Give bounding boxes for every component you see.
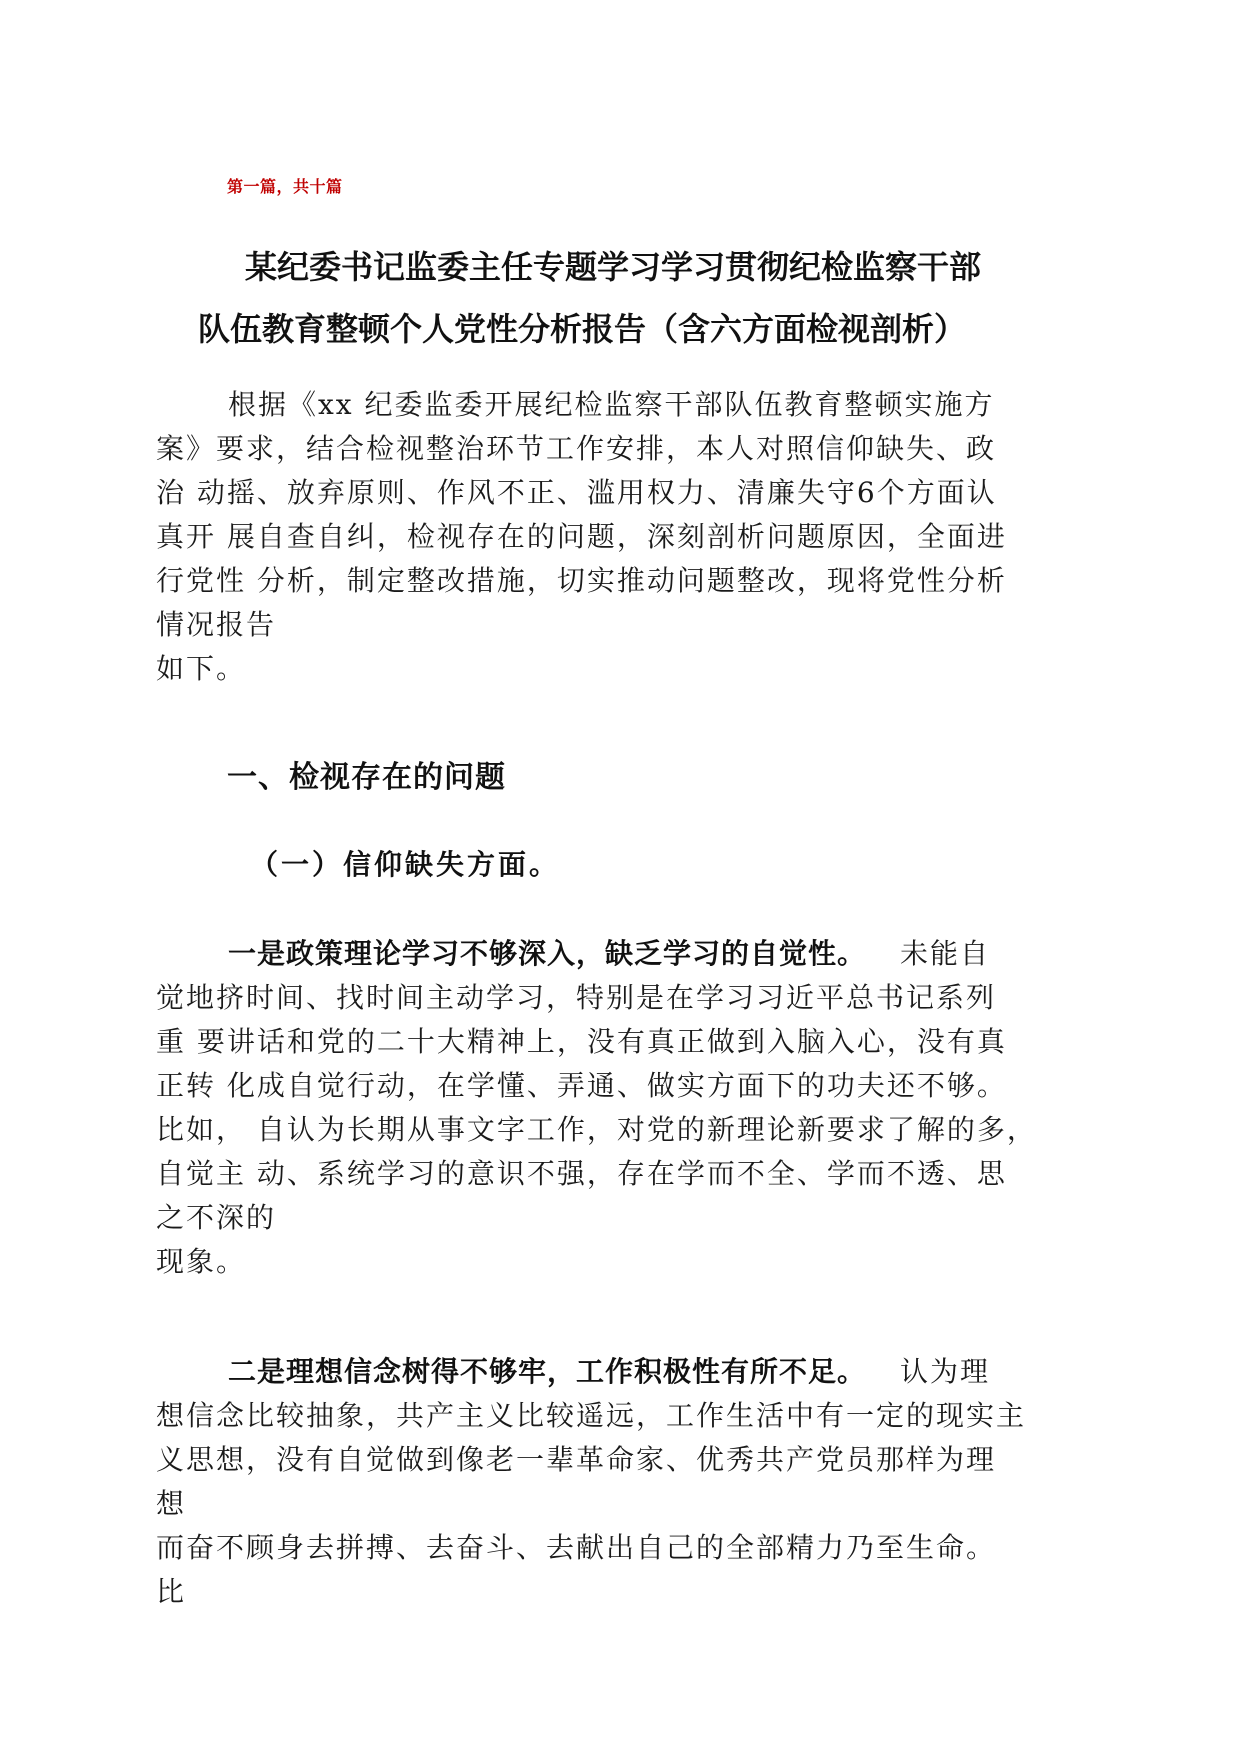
paragraph-line: 比	[156, 1575, 187, 1608]
paragraph-lead-sentence: 二是理想信念树得不够牢，工作积极性有所不足。	[228, 1355, 867, 1388]
paragraph-first-line	[156, 1350, 1086, 1394]
intro-line: 如下。	[156, 652, 247, 685]
paragraph-line: 现象。	[156, 1245, 247, 1278]
paragraph-line: 之不深的	[156, 1201, 277, 1234]
paragraph-line: 觉地挤时间、找时间主动学习，特别是在学习习近平总书记系列	[156, 981, 997, 1014]
title-line-1: 某纪委书记监委主任专题学习学习贯彻纪检监察干部	[245, 248, 982, 286]
intro-line: 真开 展自查自纠，检视存在的问题，深刻剖析问题原因，全面进	[156, 520, 1007, 553]
paragraph-first-line	[156, 932, 1086, 976]
paragraph-line: 想信念比较抽象，共产主义比较遥远，工作生活中有一定的现实主	[156, 1399, 1027, 1432]
section-heading: 一、检视存在的问题	[227, 760, 506, 795]
intro-line: 情况报告	[156, 608, 277, 641]
intro-line: 根据《xx 纪委监委开展纪检监察干部队伍教育整顿实施方	[228, 388, 995, 421]
title-line-2: 队伍教育整顿个人党性分析报告（含六方面检视剖析）	[198, 310, 967, 348]
intro-line: 案》要求，结合检视整治环节工作安排，本人对照信仰缺失、政	[156, 432, 997, 465]
paragraph-line: 而奋不顾身去拼搏、去奋斗、去献出自己的全部精力乃至生命。	[156, 1531, 997, 1564]
intro-paragraph	[156, 383, 1086, 691]
paragraph-first-line-rest: 认为理	[900, 1355, 991, 1388]
paragraph-2	[156, 1350, 1086, 1614]
paragraph-1	[156, 932, 1086, 1284]
paragraph-line: 重 要讲话和党的二十大精神上，没有真正做到入脑入心，没有真	[156, 1025, 1007, 1058]
paragraph-line: 自觉主 动、系统学习的意识不强，存在学而不全、学而不透、思	[156, 1157, 1007, 1190]
paragraph-lead-sentence: 一是政策理论学习不够深入，缺乏学习的自觉性。	[228, 937, 867, 970]
subsection-heading: （一）信仰缺失方面。	[250, 848, 561, 881]
series-label: 第一篇，共十篇	[227, 177, 343, 196]
intro-line: 治 动摇、放弃原则、作风不正、滥用权力、清廉失守6个方面认	[156, 476, 997, 509]
paragraph-line: 正转 化成自觉行动，在学懂、弄通、做实方面下的功夫还不够。	[156, 1069, 1007, 1102]
paragraph-line: 比如， 自认为长期从事文字工作，对党的新理论新要求了解的多，	[156, 1113, 1037, 1146]
intro-line: 行党性 分析，制定整改措施，切实推动问题整改，现将党性分析	[156, 564, 1007, 597]
document-title	[150, 236, 1090, 360]
paragraph-line: 义思想，没有自觉做到像老一辈革命家、优秀共产党员那样为理	[156, 1443, 997, 1476]
paragraph-first-line-rest: 未能自	[900, 937, 991, 970]
paragraph-line: 想	[156, 1487, 187, 1520]
